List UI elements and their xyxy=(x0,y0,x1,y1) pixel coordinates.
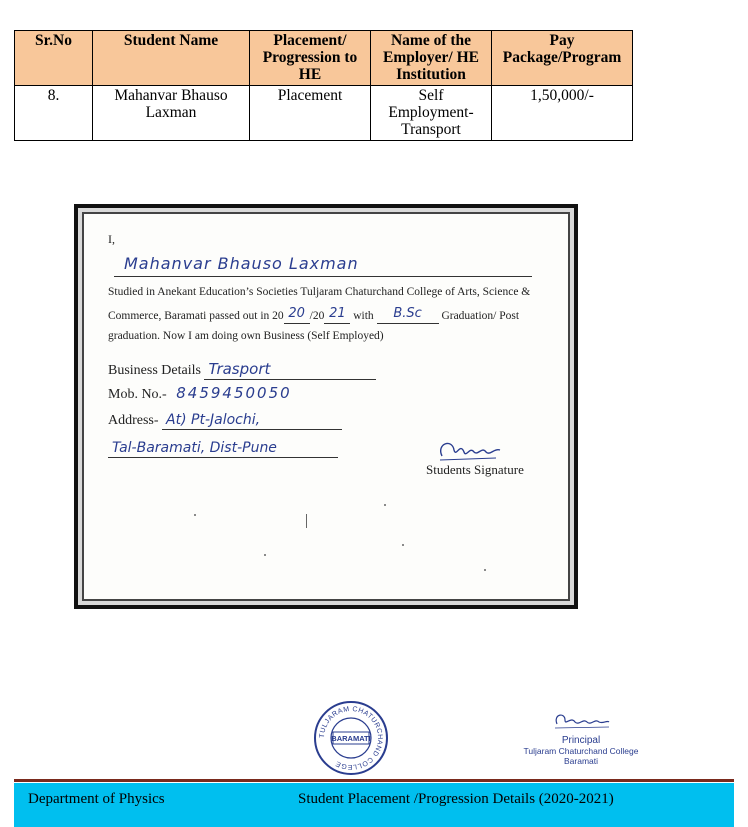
scanned-certificate xyxy=(74,204,578,609)
business-details-row xyxy=(108,360,376,380)
scan-speck xyxy=(194,514,196,516)
certificate-line-2 xyxy=(108,308,519,324)
certificate-paper xyxy=(82,212,570,601)
certificate-line-2-with: with xyxy=(353,310,374,322)
mobile-value: 8459450050 xyxy=(176,384,292,402)
college-seal-icon xyxy=(313,700,389,776)
cell-employer: Self Employment-Transport xyxy=(371,86,492,141)
address-row-1 xyxy=(108,412,342,430)
table-row xyxy=(15,86,633,141)
header-employer: Name of the Employer/ HE Institution xyxy=(371,31,492,86)
business-blank xyxy=(204,360,376,380)
year-from-value: 20 xyxy=(288,306,305,321)
certificate-name-line xyxy=(114,254,532,277)
principal-place: Baramati xyxy=(563,756,598,766)
footer-title: Student Placement /Progression Details (2020-2021) xyxy=(298,791,614,807)
cell-student-name: Mahanvar Bhauso Laxman xyxy=(93,86,250,141)
cell-pay: 1,50,000/- xyxy=(492,86,633,141)
student-signature-icon xyxy=(434,436,504,464)
header-pay: Pay Package/Program xyxy=(492,31,633,86)
header-sr-no: Sr.No xyxy=(15,31,93,86)
scan-speck xyxy=(402,544,404,546)
year-from-blank xyxy=(284,308,310,324)
header-student-name: Student Name xyxy=(93,31,250,86)
certificate-line-2-prefix: Commerce, Baramati passed out in 20 xyxy=(108,310,284,322)
signature-caption: Students Signature xyxy=(426,462,524,477)
header-placement: Placement/ Progression to HE xyxy=(250,31,371,86)
address-label: Address- xyxy=(108,413,159,428)
certificate-student-name: Mahanvar Bhauso Laxman xyxy=(124,254,359,273)
table-header-row xyxy=(15,31,633,86)
address-blank-2 xyxy=(108,440,338,458)
year-to-blank xyxy=(324,308,350,324)
certificate-line-3-text: graduation. Now I am doing own Business (Self Employed) xyxy=(108,330,384,342)
cell-sr-no: 8. xyxy=(15,86,93,141)
scan-speck xyxy=(484,569,486,571)
scan-mark xyxy=(306,514,307,528)
svg-text:TULJARAM CHATURCHAND COLLEGE: TULJARAM CHATURCHAND COLLEGE xyxy=(318,705,384,771)
principal-stamp xyxy=(516,710,646,766)
certificate-line-3 xyxy=(108,330,384,342)
principal-signature-icon xyxy=(551,710,611,730)
business-label: Business Details xyxy=(108,363,201,378)
degree-value: B.Sc xyxy=(393,306,422,321)
footer-rule xyxy=(14,779,734,782)
certificate-line-2-sep: /20 xyxy=(309,310,325,322)
address-row-2 xyxy=(108,440,338,458)
certificate-line-2-suffix: Graduation/ Post xyxy=(441,310,520,322)
certificate-salutation: I, xyxy=(108,232,115,246)
scan-speck xyxy=(264,554,266,556)
address-line-1: At) Pt-Jalochi, xyxy=(166,412,261,428)
footer-bar xyxy=(14,783,734,827)
mobile-label: Mob. No.- xyxy=(108,387,167,402)
address-line-2: Tal-Baramati, Dist-Pune xyxy=(112,440,277,456)
certificate-line-1 xyxy=(108,286,530,298)
year-to-value: 21 xyxy=(329,306,346,321)
principal-college: Tuljaram Chaturchand College xyxy=(523,746,639,756)
mobile-row xyxy=(108,384,292,403)
placement-table xyxy=(14,30,633,141)
address-blank-1 xyxy=(162,412,342,430)
business-value: Trasport xyxy=(208,360,271,378)
footer-department: Department of Physics xyxy=(28,791,165,807)
cell-placement: Placement xyxy=(250,86,371,141)
svg-text:BARAMATI: BARAMATI xyxy=(331,734,371,743)
certificate-line-1-text: Studied in Anekant Education’s Societies Tuljaram Chaturchand College of Arts, Science & xyxy=(108,286,531,298)
scan-speck xyxy=(384,504,386,506)
degree-blank xyxy=(377,308,439,324)
principal-title: Principal xyxy=(561,735,601,746)
